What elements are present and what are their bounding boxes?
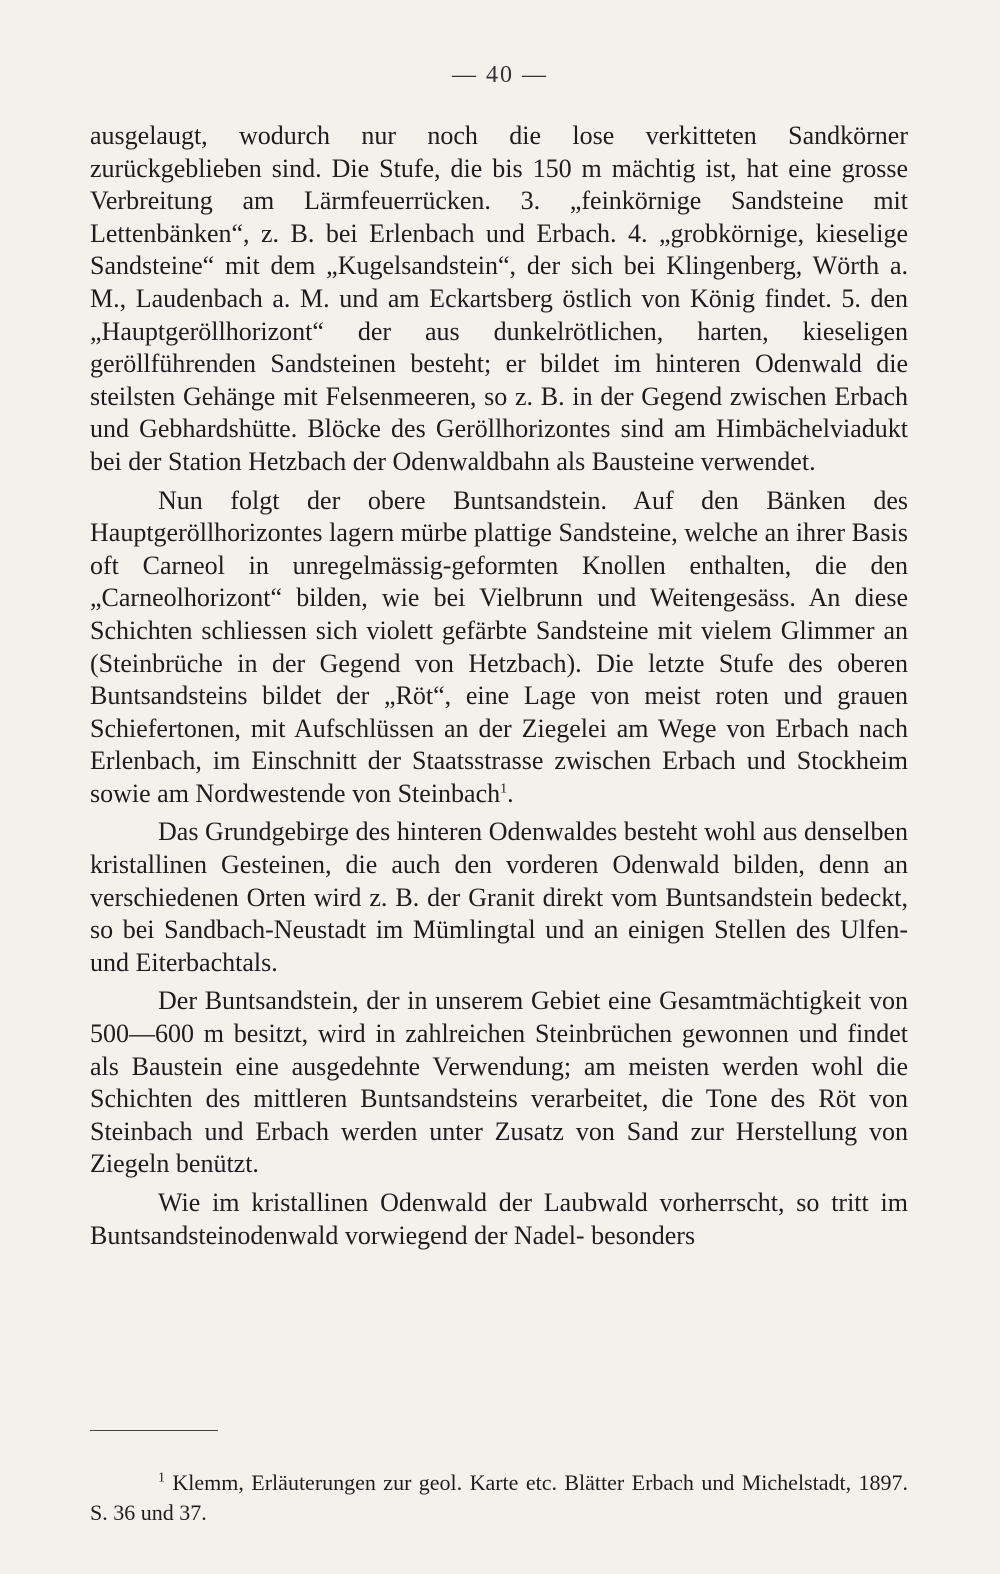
paragraph-geroellhorizont: ausgelaugt, wodurch nur noch die lose verkitteten Sandkörner zurückgeblieben sind. Die Stufe, die bis 150 m mächtig ist, hat eine grosse Verbreitung am Lärmfeuerrücken. 3. „feinkörnige Sandsteine mit Lettenbänken“, z. B. bei Erlenbach und Erbach. 4. „grobkörnige, kieselige Sandsteine“ mit dem „Kugelsandstein“, der sich bei Klingenberg, Wörth a. M., Laudenbach a. M. und am Eckartsberg östlich von König findet. 5. den „Hauptgeröllhorizont“ der aus dunkelrötlichen, harten, kieseligen geröllführenden Sandsteinen besteht; er bildet im hinteren Odenwald die steilsten Gehänge mit Felsenmeeren, so z. B. in der Gegend zwischen Erbach und Gebhardshütte. Blöcke des Geröllhorizontes sind am Himbächelviadukt bei der Station Hetzbach der Odenwaldbahn als Bausteine verwendet. — [90, 121, 908, 476]
footnote-marker: 1 — [158, 1470, 165, 1486]
footnote-divider — [90, 1430, 218, 1431]
paragraph-gesamtmaechtigkeit: Der Buntsandstein, der in unserem Gebiet eine Gesamtmächtigkeit von 500—600 m besitzt, wird in zahlreichen Steinbrüchen gewonnen und findet als Baustein eine ausgedehnte Verwendung; am meisten werden wohl die Schichten des mittleren Buntsandsteins verarbeitet, die Tone des Röt von Steinbach und Erbach werden unter Zusatz von Sand zur Herstellung von Ziegeln benützt. — [90, 986, 908, 1179]
footnote-text: Klemm, Erläuterungen zur geol. Karte etc. Blätter Erbach und Michelstadt, 1897. S. 36 und 37. — [90, 1470, 909, 1525]
paragraph-grundgebirge: Das Grundgebirge des hinteren Odenwaldes besteht wohl aus denselben kristallinen Gesteinen, die auch den vorderen Odenwald bilden, denn an verschiedenen Orten wird z. B. der Granit direkt vom Buntsandstein bedeckt, so bei Sandbach-Neustadt im Mümlingtal und an einigen Stellen des Ulfen- und Eiterbachtals. — [90, 817, 908, 977]
paragraph-waldbestand: Wie im kristallinen Odenwald der Laubwald vorherrscht, so tritt im Buntsandsteinodenwald vorwiegend der Nadel- besonders — [90, 1188, 908, 1250]
footnote — [90, 1468, 908, 1528]
body-text — [90, 120, 908, 1252]
footnote-reference: 1 — [500, 781, 508, 797]
paragraph-text: Nun folgt der obere Buntsandstein. Auf den Bänken des Hauptgeröllhorizontes lagern mürbe plattige Sandsteine, welche an ihrer Basis oft Carneol in unregelmässig-geformten Knollen enthalten, die den „Carneolhorizont“ bilden, wie bei Vielbrunn und Weitengesäss. An diese Schichten schliessen sich violett gefärbte Sandsteine mit vielem Glimmer an (Steinbrüche in der Gegend von Hetzbach). Die letzte Stufe des oberen Buntsandsteins bildet der „Röt“, eine Lage von meist roten und grauen Schiefertonen, mit Aufschlüssen an der Ziegelei am Wege von Erbach nach Erlenbach, im Einschnitt der Staatsstrasse zwischen Erbach und Stockheim sowie am Nordwestende von Steinbach — [90, 485, 908, 808]
page-number: — 40 — — [452, 62, 548, 88]
footnote-reference-punct: . — [507, 778, 514, 808]
paragraph-oberer-buntsandstein — [90, 485, 908, 811]
